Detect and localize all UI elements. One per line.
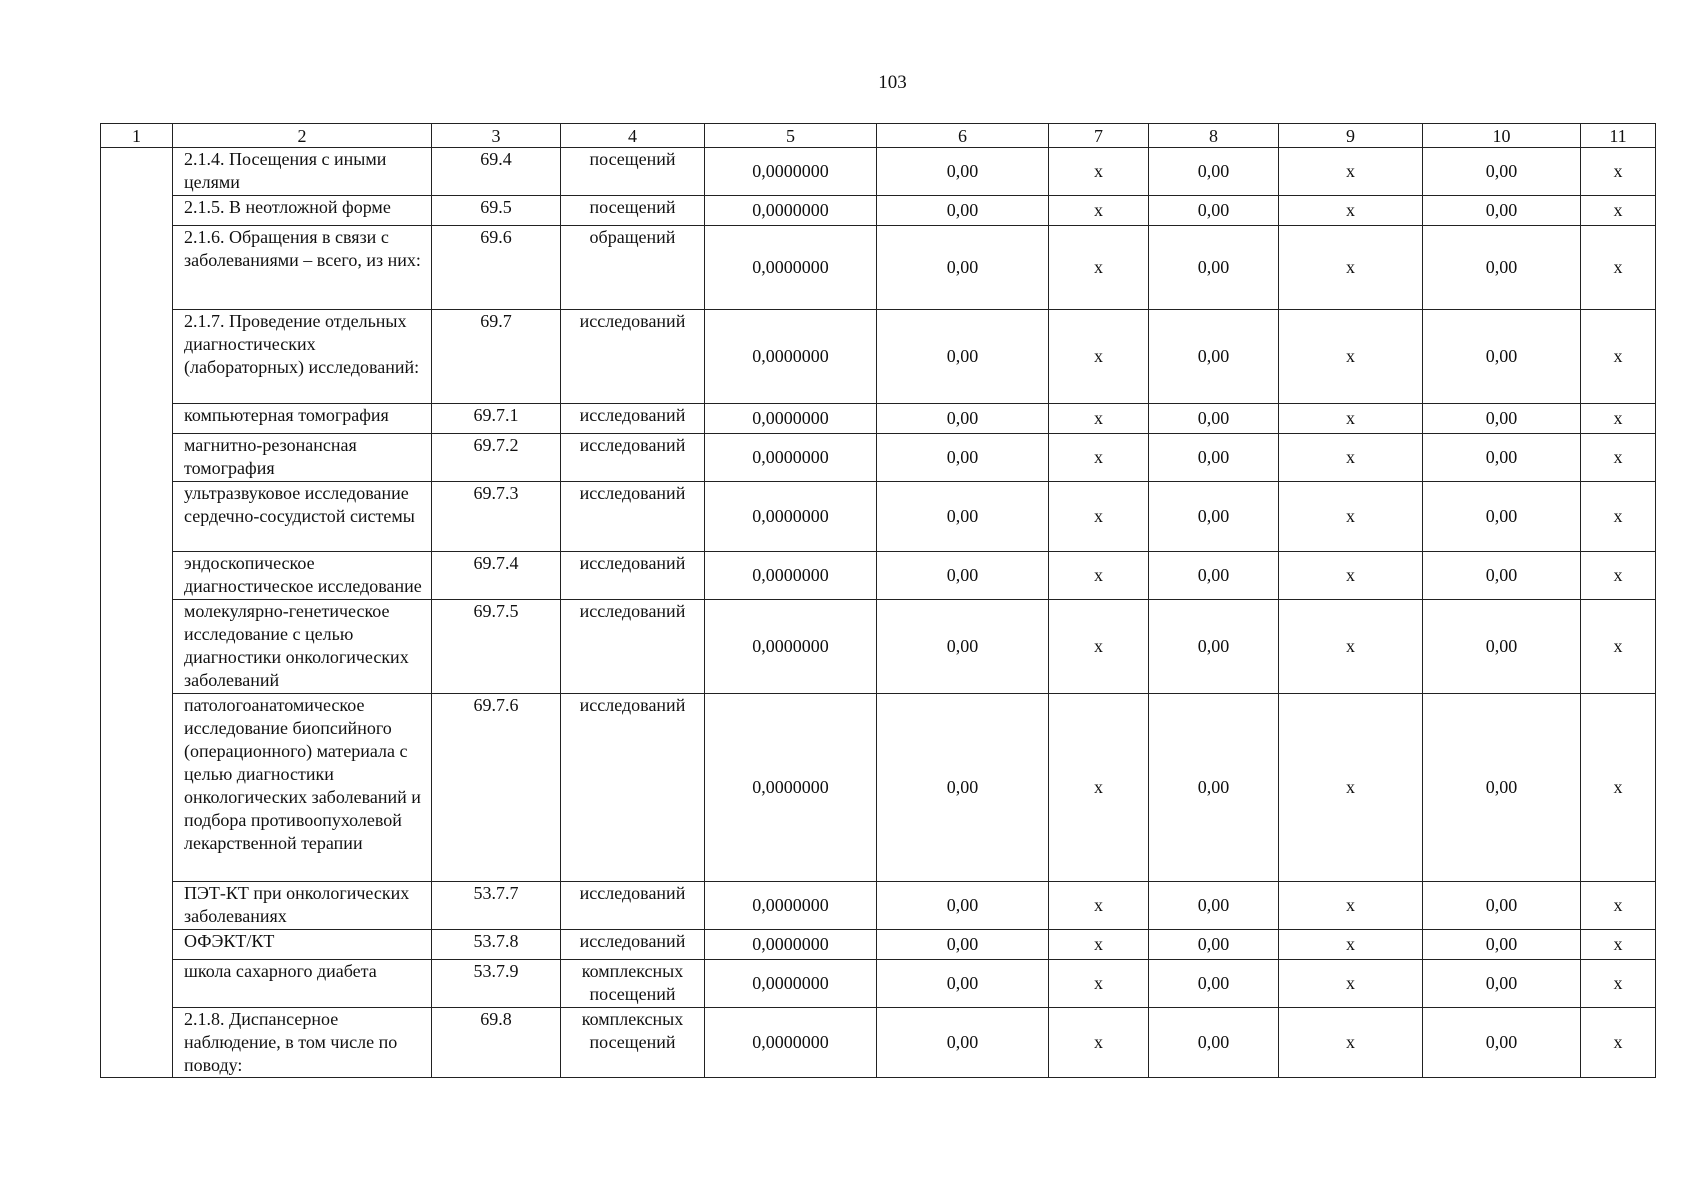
- row-code-cell: 69.5: [432, 196, 561, 226]
- value-cell: 0,00: [1423, 226, 1581, 310]
- value-cell: 0,00: [877, 434, 1049, 482]
- row-code-cell: 69.4: [432, 148, 561, 196]
- row-code-cell: 69.7: [432, 310, 561, 404]
- value-cell: 0,00: [877, 482, 1049, 552]
- mark-cell: х: [1049, 694, 1149, 882]
- mark-cell: х: [1279, 226, 1423, 310]
- header-cell: 10: [1423, 124, 1581, 148]
- row-unit-cell: исследований: [561, 930, 705, 960]
- row-unit-cell: исследований: [561, 434, 705, 482]
- mark-cell: х: [1049, 960, 1149, 1008]
- value-cell: 0,00: [877, 310, 1049, 404]
- value-cell: 0,00: [1149, 960, 1279, 1008]
- value-cell: 0,0000000: [705, 930, 877, 960]
- mark-cell: х: [1581, 930, 1656, 960]
- value-cell: 0,00: [1423, 148, 1581, 196]
- row-code-cell: 69.7.1: [432, 404, 561, 434]
- value-cell: 0,00: [1149, 226, 1279, 310]
- header-row: [101, 124, 1656, 148]
- value-cell: 0,0000000: [705, 148, 877, 196]
- mark-cell: х: [1279, 404, 1423, 434]
- data-table: [100, 123, 1656, 1078]
- mark-cell: х: [1049, 226, 1149, 310]
- header-cell: 4: [561, 124, 705, 148]
- value-cell: 0,00: [1423, 482, 1581, 552]
- mark-cell: х: [1279, 552, 1423, 600]
- row-unit-cell: исследований: [561, 694, 705, 882]
- mark-cell: х: [1279, 434, 1423, 482]
- value-cell: 0,0000000: [705, 1008, 877, 1078]
- row-code-cell: 69.8: [432, 1008, 561, 1078]
- row-code-cell: 69.7.4: [432, 552, 561, 600]
- row-code-cell: 69.6: [432, 226, 561, 310]
- row-unit-cell: посещений: [561, 148, 705, 196]
- row-name-cell: эндоскопическое диагностическое исследование: [173, 552, 432, 600]
- table-row: [101, 960, 1656, 1008]
- row-unit-cell: посещений: [561, 196, 705, 226]
- mark-cell: х: [1279, 960, 1423, 1008]
- value-cell: 0,0000000: [705, 600, 877, 694]
- value-cell: 0,0000000: [705, 482, 877, 552]
- table-row: [101, 600, 1656, 694]
- value-cell: 0,00: [877, 404, 1049, 434]
- row-name-cell: школа сахарного диабета: [173, 960, 432, 1008]
- mark-cell: х: [1049, 148, 1149, 196]
- value-cell: 0,0000000: [705, 310, 877, 404]
- row-unit-cell: исследований: [561, 310, 705, 404]
- mark-cell: х: [1279, 196, 1423, 226]
- value-cell: 0,00: [1149, 1008, 1279, 1078]
- row-code-cell: 69.7.3: [432, 482, 561, 552]
- mark-cell: х: [1049, 600, 1149, 694]
- row-code-cell: 53.7.9: [432, 960, 561, 1008]
- value-cell: 0,0000000: [705, 882, 877, 930]
- value-cell: 0,00: [1423, 694, 1581, 882]
- value-cell: 0,00: [1149, 882, 1279, 930]
- row-name-cell: магнитно-резонансная томография: [173, 434, 432, 482]
- row-unit-cell: исследований: [561, 482, 705, 552]
- value-cell: 0,00: [877, 196, 1049, 226]
- mark-cell: х: [1581, 226, 1656, 310]
- row-name-cell: компьютерная томография: [173, 404, 432, 434]
- mark-cell: х: [1279, 148, 1423, 196]
- row-name-cell: ультразвуковое исследование сердечно-сосудистой системы: [173, 482, 432, 552]
- mark-cell: х: [1049, 434, 1149, 482]
- row-code-cell: 53.7.7: [432, 882, 561, 930]
- table-row: [101, 552, 1656, 600]
- header-cell: 8: [1149, 124, 1279, 148]
- value-cell: 0,00: [877, 930, 1049, 960]
- page-number: 103: [878, 72, 907, 93]
- value-cell: 0,00: [877, 960, 1049, 1008]
- mark-cell: х: [1581, 196, 1656, 226]
- header-cell: 3: [432, 124, 561, 148]
- value-cell: 0,00: [1149, 310, 1279, 404]
- mark-cell: х: [1581, 960, 1656, 1008]
- mark-cell: х: [1581, 482, 1656, 552]
- row-name-cell: молекулярно-генетическое исследование с целью диагностики онкологических заболеваний: [173, 600, 432, 694]
- header-cell: 7: [1049, 124, 1149, 148]
- value-cell: 0,0000000: [705, 694, 877, 882]
- table-row: [101, 310, 1656, 404]
- mark-cell: х: [1581, 310, 1656, 404]
- row-code-cell: 69.7.2: [432, 434, 561, 482]
- mark-cell: х: [1581, 882, 1656, 930]
- mark-cell: х: [1049, 196, 1149, 226]
- value-cell: 0,00: [1149, 552, 1279, 600]
- value-cell: 0,00: [1149, 404, 1279, 434]
- value-cell: 0,00: [1149, 930, 1279, 960]
- table-row: [101, 482, 1656, 552]
- value-cell: 0,00: [877, 600, 1049, 694]
- mark-cell: х: [1279, 600, 1423, 694]
- table-row: [101, 196, 1656, 226]
- value-cell: 0,00: [1149, 600, 1279, 694]
- value-cell: 0,00: [1149, 196, 1279, 226]
- value-cell: 0,00: [1423, 310, 1581, 404]
- row-name-cell: 2.1.4. Посещения с иными целями: [173, 148, 432, 196]
- mark-cell: х: [1581, 694, 1656, 882]
- mark-cell: х: [1049, 1008, 1149, 1078]
- row-name-cell: ПЭТ-КТ при онкологических заболеваниях: [173, 882, 432, 930]
- row-unit-cell: комплексных посещений: [561, 1008, 705, 1078]
- section-cell: [101, 148, 173, 1078]
- row-unit-cell: исследований: [561, 600, 705, 694]
- row-code-cell: 69.7.5: [432, 600, 561, 694]
- mark-cell: х: [1279, 882, 1423, 930]
- row-name-cell: ОФЭКТ/КТ: [173, 930, 432, 960]
- row-unit-cell: исследований: [561, 882, 705, 930]
- mark-cell: х: [1581, 552, 1656, 600]
- value-cell: 0,00: [1423, 196, 1581, 226]
- mark-cell: х: [1049, 310, 1149, 404]
- mark-cell: х: [1279, 482, 1423, 552]
- mark-cell: х: [1049, 882, 1149, 930]
- mark-cell: х: [1581, 434, 1656, 482]
- mark-cell: х: [1279, 930, 1423, 960]
- table-row: [101, 148, 1656, 196]
- mark-cell: х: [1049, 930, 1149, 960]
- header-cell: 5: [705, 124, 877, 148]
- mark-cell: х: [1581, 404, 1656, 434]
- row-code-cell: 69.7.6: [432, 694, 561, 882]
- mark-cell: х: [1049, 404, 1149, 434]
- value-cell: 0,00: [1149, 148, 1279, 196]
- table-row: [101, 434, 1656, 482]
- value-cell: 0,00: [1423, 404, 1581, 434]
- row-unit-cell: исследований: [561, 552, 705, 600]
- value-cell: 0,0000000: [705, 226, 877, 310]
- value-cell: 0,00: [877, 552, 1049, 600]
- value-cell: 0,00: [877, 1008, 1049, 1078]
- value-cell: 0,00: [877, 226, 1049, 310]
- value-cell: 0,00: [1423, 552, 1581, 600]
- table-row: [101, 694, 1656, 882]
- value-cell: 0,00: [1149, 482, 1279, 552]
- table-row: [101, 404, 1656, 434]
- mark-cell: х: [1049, 482, 1149, 552]
- row-unit-cell: исследований: [561, 404, 705, 434]
- row-code-cell: 53.7.8: [432, 930, 561, 960]
- row-unit-cell: комплексных посещений: [561, 960, 705, 1008]
- mark-cell: х: [1279, 694, 1423, 882]
- value-cell: 0,0000000: [705, 196, 877, 226]
- value-cell: 0,0000000: [705, 552, 877, 600]
- table-row: [101, 882, 1656, 930]
- mark-cell: х: [1279, 1008, 1423, 1078]
- header-cell: 11: [1581, 124, 1656, 148]
- header-cell: 6: [877, 124, 1049, 148]
- mark-cell: х: [1581, 600, 1656, 694]
- value-cell: 0,00: [1423, 930, 1581, 960]
- value-cell: 0,0000000: [705, 434, 877, 482]
- value-cell: 0,00: [877, 694, 1049, 882]
- header-cell: 1: [101, 124, 173, 148]
- value-cell: 0,00: [877, 882, 1049, 930]
- value-cell: 0,00: [1423, 882, 1581, 930]
- row-name-cell: 2.1.6. Обращения в связи с заболеваниями – всего, из них:: [173, 226, 432, 310]
- value-cell: 0,0000000: [705, 404, 877, 434]
- row-name-cell: 2.1.7. Проведение отдельных диагностических (лабораторных) исследований:: [173, 310, 432, 404]
- value-cell: 0,00: [1423, 434, 1581, 482]
- row-name-cell: 2.1.5. В неотложной форме: [173, 196, 432, 226]
- value-cell: 0,0000000: [705, 960, 877, 1008]
- row-name-cell: 2.1.8. Диспансерное наблюдение, в том числе по поводу:: [173, 1008, 432, 1078]
- header-cell: 2: [173, 124, 432, 148]
- value-cell: 0,00: [877, 148, 1049, 196]
- value-cell: 0,00: [1423, 960, 1581, 1008]
- table-row: [101, 226, 1656, 310]
- row-name-cell: патологоанатомическое исследование биопсийного (операционного) материала с целью диагностики онкологических заболеваний и подбора противоопухолевой лекарственной терапии: [173, 694, 432, 882]
- table-row: [101, 930, 1656, 960]
- mark-cell: х: [1049, 552, 1149, 600]
- header-cell: 9: [1279, 124, 1423, 148]
- table-row: [101, 1008, 1656, 1078]
- value-cell: 0,00: [1149, 434, 1279, 482]
- value-cell: 0,00: [1423, 1008, 1581, 1078]
- mark-cell: х: [1581, 148, 1656, 196]
- mark-cell: х: [1279, 310, 1423, 404]
- mark-cell: х: [1581, 1008, 1656, 1078]
- row-unit-cell: обращений: [561, 226, 705, 310]
- value-cell: 0,00: [1149, 694, 1279, 882]
- value-cell: 0,00: [1423, 600, 1581, 694]
